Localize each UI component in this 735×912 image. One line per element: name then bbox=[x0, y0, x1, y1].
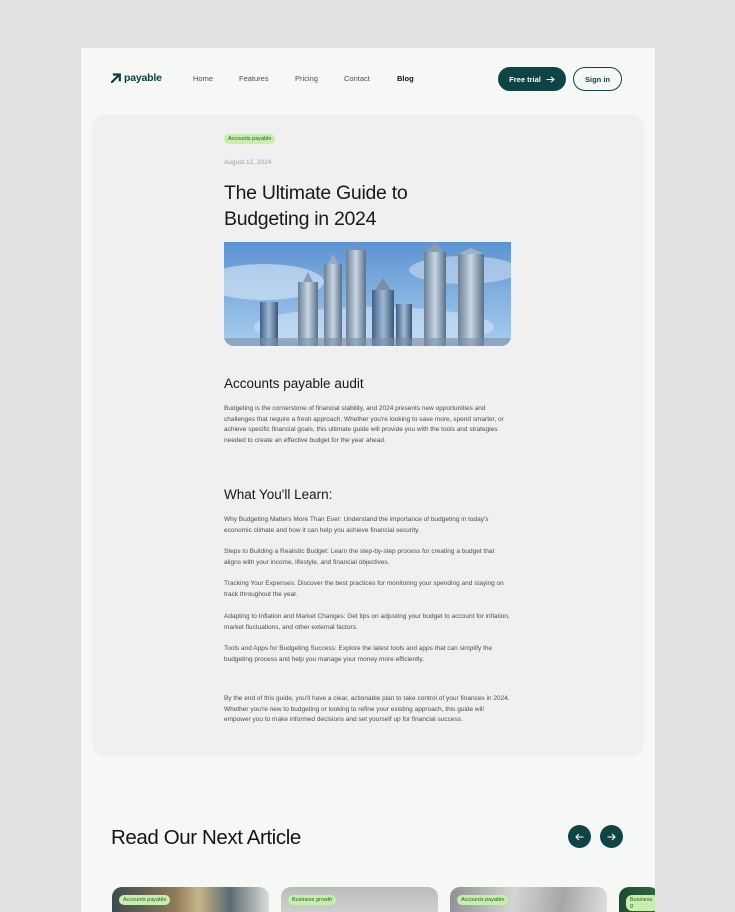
article-title bbox=[224, 180, 514, 232]
sign-in-label: Sign in bbox=[585, 74, 610, 84]
sign-in-button[interactable] bbox=[573, 67, 622, 91]
article-date: August 12, 2024 bbox=[224, 159, 272, 166]
logo-text: payable bbox=[124, 72, 162, 84]
article-card-tag: Accounts payable bbox=[119, 895, 170, 905]
article-card-thumb[interactable] bbox=[112, 887, 269, 912]
article-card-thumb[interactable] bbox=[619, 887, 655, 912]
article-card bbox=[92, 114, 644, 757]
free-trial-label: Free trial bbox=[509, 74, 541, 84]
header bbox=[81, 48, 655, 110]
free-trial-button[interactable] bbox=[498, 67, 566, 91]
section-heading-audit: Accounts payable audit bbox=[224, 376, 364, 391]
article-title-line1: The Ultimate Guide to bbox=[224, 182, 408, 204]
article-card-tag: Business growth bbox=[288, 895, 336, 905]
article-conclusion: By the end of this guide, you'll have a clear, actionable plan to take control of your finances in 2024. Whether you're new to budgeting or looking to refine your existing approach, this guide will empower you to make informed decisions and set yourself up for financial success. bbox=[224, 695, 510, 724]
article-tag[interactable]: Accounts payable bbox=[224, 134, 275, 144]
article-intro: Budgeting is the cornerstone of financial stability, and 2024 presents new opportunities and challenges that require a fresh approach. Whether you're looking to save more, spend smarter, or achieve specific financial goals, this ultimate guide will provide you with the tools and strategies needed to create an effective budget for the year ahead. bbox=[224, 405, 504, 444]
article-card-tag: Accounts payable bbox=[457, 895, 508, 905]
arrow-left-icon bbox=[575, 833, 584, 841]
hero-image bbox=[224, 242, 511, 346]
prev-article-button[interactable] bbox=[568, 825, 591, 848]
learn-item: Tracking Your Expenses: Discover the best practices for monitoring your spending and staying on track throughout the year. bbox=[224, 580, 504, 598]
city-skyline-image bbox=[224, 242, 511, 346]
article-card-thumb[interactable] bbox=[281, 887, 438, 912]
article-card-tag: Business g bbox=[626, 895, 655, 911]
learn-item: Adapting to Inflation and Market Changes: Get tips on adjusting your budget to account for inflation, market fluctuations, and other external factors. bbox=[224, 613, 510, 631]
arrow-right-icon bbox=[607, 833, 616, 841]
nav-contact[interactable]: Contact bbox=[344, 74, 370, 83]
nav-links bbox=[193, 74, 414, 83]
page bbox=[81, 48, 655, 912]
nav-features[interactable]: Features bbox=[239, 74, 269, 83]
article-title-line2: Budgeting in 2024 bbox=[224, 208, 377, 230]
learn-item: Why Budgeting Matters More Than Ever: Understand the importance of budgeting in today's economic climate and how it can help you achieve financial security. bbox=[224, 516, 489, 534]
next-article-button[interactable] bbox=[600, 825, 623, 848]
next-article-heading: Read Our Next Article bbox=[111, 826, 301, 849]
nav-blog[interactable]: Blog bbox=[397, 74, 414, 83]
nav-home[interactable]: Home bbox=[193, 74, 214, 83]
nav-pricing[interactable]: Pricing bbox=[295, 74, 318, 83]
learn-item: Steps to Building a Realistic Budget: Learn the step-by-step process for creating a budget that aligns with your income, lifestyle, and financial objectives. bbox=[224, 548, 495, 566]
arrow-right-icon bbox=[546, 76, 555, 83]
learn-item: Tools and Apps for Budgeting Success: Explore the latest tools and apps that can simplify the budgeting process and help you manage your money more efficiently. bbox=[224, 645, 493, 663]
article-card-thumb[interactable] bbox=[450, 887, 607, 912]
arrow-up-right-icon bbox=[111, 73, 122, 83]
logo[interactable] bbox=[111, 72, 162, 84]
section-heading-learn: What You'll Learn: bbox=[224, 487, 333, 502]
